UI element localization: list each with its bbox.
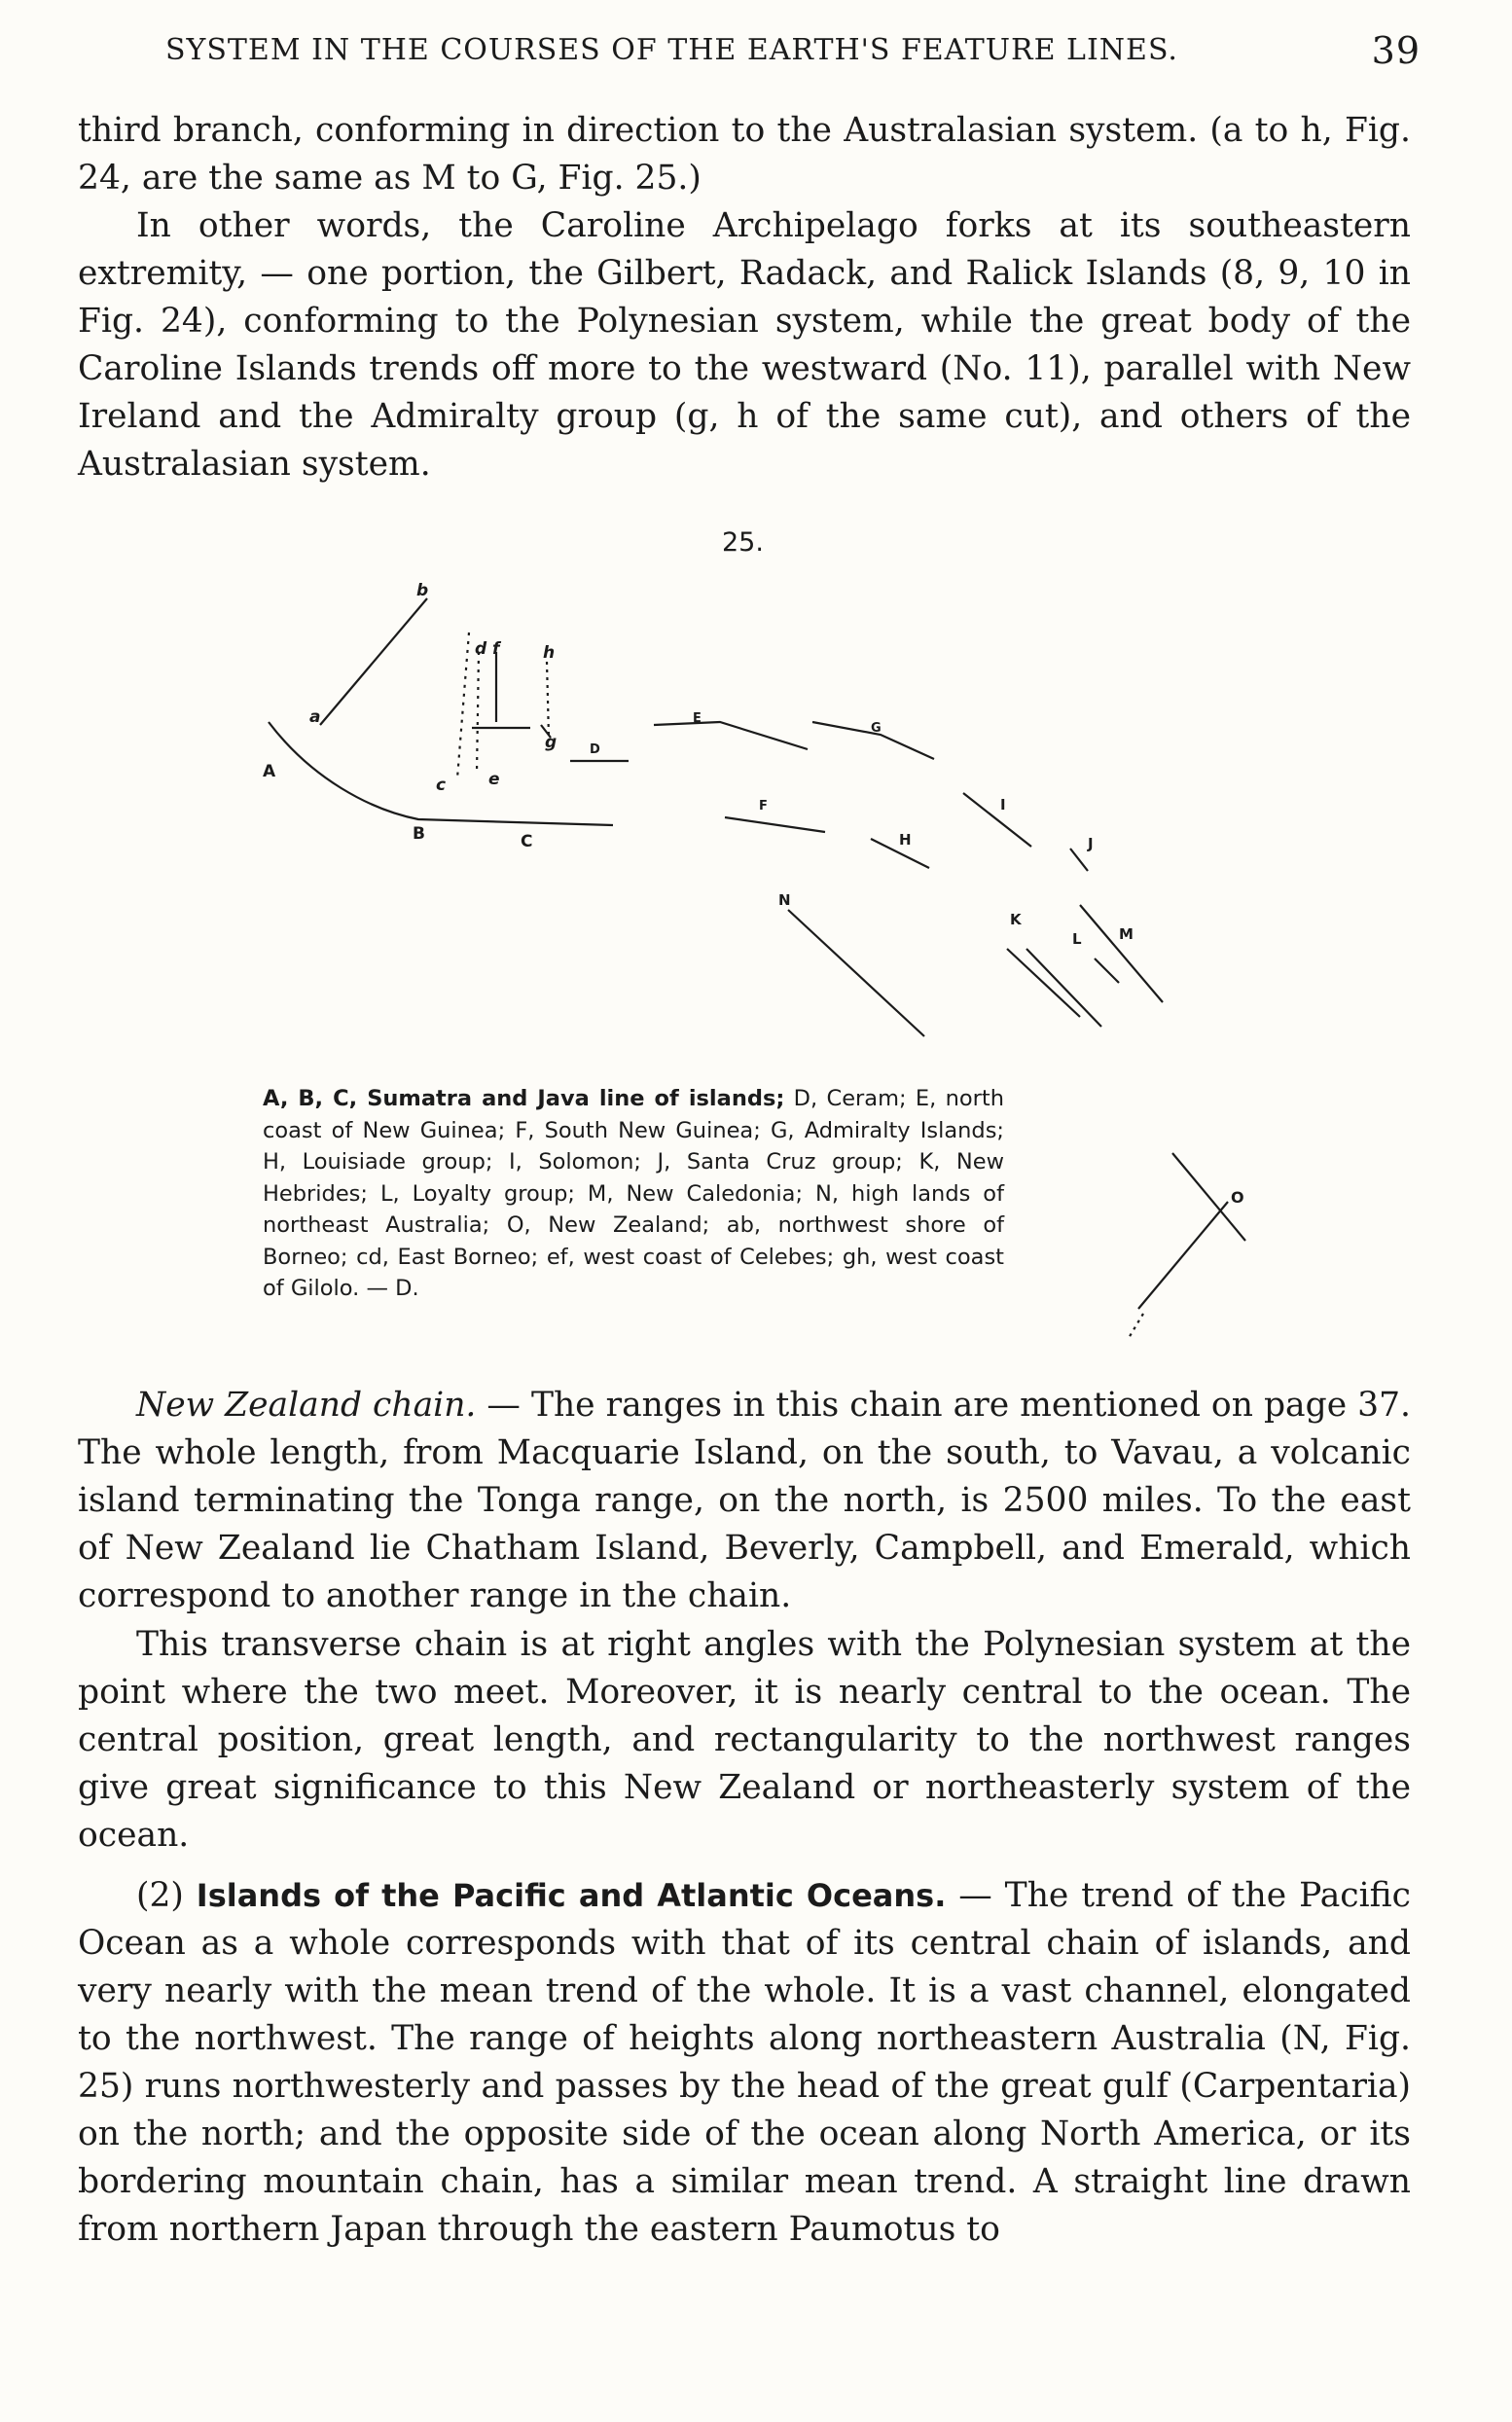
label-a: a [309, 707, 321, 727]
figure-number: 25. [722, 527, 764, 558]
runin-heading: New Zealand chain. [136, 1386, 477, 1425]
line-solomon [963, 793, 1031, 847]
label-c: c [436, 776, 447, 795]
line-gh [547, 662, 549, 738]
running-title: SYSTEM IN THE COURSES OF THE EARTH'S FEATURE LINES. [165, 33, 1178, 67]
label-B: B [413, 824, 425, 844]
label-C: C [521, 832, 533, 851]
paragraph-text: third branch, conforming in direction to the Australasian system. (a to h, Fig. 24, are the same as M to G, Fig. 25.) [78, 111, 1411, 198]
line-cd2 [477, 652, 479, 774]
line-ne-australia [788, 910, 924, 1036]
label-D: D [590, 742, 600, 757]
figure-caption [263, 1083, 1004, 1305]
line-new-guinea-south [725, 817, 825, 832]
paragraph-text: — The trend of the Pacific Ocean as a whole corresponds with that of its central chain of islands, and very nearly with the mean trend of the whole. It is a vast channel, elongated to the northwest. The range of heights along northeastern Australia (N, Fig. 25) runs northwesterly and passes by the head of the great gulf (Carpentaria) on the north; and the opposite side of the ocean along North America, or its bordering mountain chain, has a similar mean trend. A straight line drawn from northern Japan through the eastern Paumotus to [78, 1876, 1411, 2249]
paragraph-new-zealand-chain [78, 1382, 1411, 1620]
label-g: g [545, 733, 558, 752]
line-loyalty [1026, 949, 1101, 1027]
line-cd [457, 633, 469, 778]
section-number: (2) [136, 1876, 184, 1915]
label-J: J [1088, 835, 1094, 852]
label-K: K [1010, 911, 1022, 928]
paragraph-text: This transverse chain is at right angles with the Polynesian system at the point where the two meet. Moreover, it is nearly central to the ocean. The central position, great length, and rectangularity to the northwest ranges give great significance to this New Zealand or northeasterly system of the ocean. [78, 1625, 1411, 1855]
paragraph-text: — The ranges in this chain are mentioned on page 37. The whole length, from Macquarie Island, on the south, to Vavau, a volcanic island terminating the Tonga range, on the north, is 2500 miles. To the east of New Zealand lie Chatham Island, Beverly, Campbell, and Emerald, which correspond to another range in the chain. [78, 1386, 1412, 1615]
label-L: L [1072, 930, 1082, 948]
line-santa-cruz [1070, 849, 1088, 871]
caption-text: D, Ceram; E, north coast of New Guinea; F, South New Guinea; G, Admiralty Islands; H, Louisiade group; I, Solomon; J, Santa Cruz group; K, New Hebrides; L, Loyalty group; M, New Caledonia; N, high lands of northeast Australia; O, New Zealand; ab, northwest shore of Borneo; cd, East Borneo; ef, west coast of Celebes; gh, west coast of Gilolo. — D. [263, 1086, 1004, 1301]
label-N: N [778, 891, 791, 909]
label-G: G [871, 721, 882, 736]
paragraph-islands-pacific [78, 1872, 1411, 2254]
paragraph-transverse-chain [78, 1621, 1411, 1860]
caption-lead: A, B, C, Sumatra and Java line of islands; [263, 1086, 785, 1111]
line-sumatra-java [269, 722, 613, 825]
line-new-hebrides [1007, 949, 1080, 1017]
page-number: 39 [1371, 29, 1421, 72]
label-E: E [693, 711, 702, 726]
label-b: b [416, 581, 429, 600]
line-ab [320, 598, 427, 725]
label-f: f [492, 639, 500, 659]
paragraph-text: In other words, the Caroline Archipelago forks at its southeastern extremity, — one portion, the Gilbert, Radack, and Ralick Islands (8, 9, 10 in Fig. 24), conforming to the Polynesian system, while the great body of the Caroline Islands trends off more to the westward (No. 11), parallel with New Ireland and the Admiralty group (g, h of the same cut), and others of the Australasian system. [78, 206, 1411, 484]
line-k-small [1095, 958, 1119, 983]
label-I: I [1000, 796, 1006, 813]
line-new-guinea-north [654, 722, 808, 749]
label-d: d [475, 639, 487, 659]
label-e: e [488, 770, 500, 789]
section-heading: Islands of the Pacific and Atlantic Oceans. [196, 1877, 947, 1914]
label-H: H [899, 831, 912, 849]
label-F: F [759, 799, 768, 813]
label-A: A [263, 762, 276, 781]
label-h: h [543, 643, 556, 663]
line-new-zealand-south [1138, 1202, 1228, 1309]
label-O: O [1231, 1188, 1244, 1207]
label-M: M [1119, 925, 1134, 943]
line-new-caledonia [1080, 905, 1163, 1002]
line-nz-tail [1129, 1314, 1143, 1338]
